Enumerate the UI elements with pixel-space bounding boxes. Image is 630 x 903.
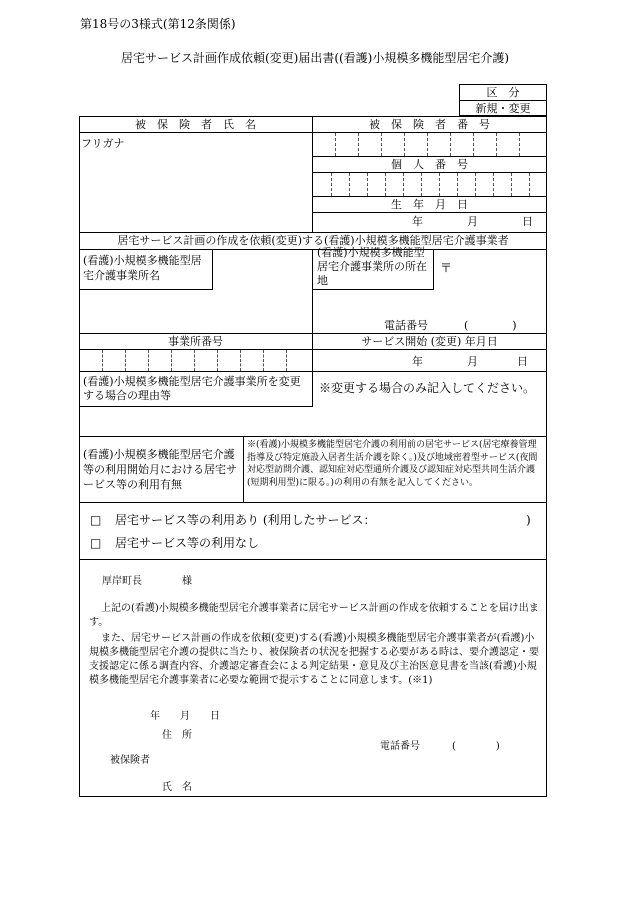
declaration-phone-field[interactable]: ( ) bbox=[452, 741, 500, 752]
birth-date-label: 生 年 月 日 bbox=[391, 198, 468, 211]
prior-use-note: ※(看護)小規模多機能型居宅介護の利用前の居宅サービス(居宅療養管理指導及び特定施設入居者生活介護を除く。)及び地域密着型サービス(夜間対応型訪問介護、認知症対応型通所介護及び認知症対応型共同生活介護(短期利用型)に限る。)の利用の有無を記入してください。 bbox=[247, 440, 538, 488]
signature-name-label: 氏 名 bbox=[162, 782, 192, 793]
declaration-para2: また、居宅サービス計画の作成を依頼(変更)する(看護)小規模多機能型居宅介護事業者が(看護)小規模多機能型居宅介護の提供に当たり、被保険者の状況を把握する必要がある時は、要介護認定・要支援認定に係る調査内容、介護認定審査会による判定結果・意見及び主治医意見書を当該(看護)小規模多機能型居宅介護事業者に必要な範囲で提示することに同意します。(※1) bbox=[89, 633, 539, 686]
insured-number-label: 被 保 険 者 番 号 bbox=[369, 118, 490, 131]
provider-section-header: 居宅サービス計画の作成を依頼(変更)する(看護)小規模多機能型居宅介護事業者 bbox=[117, 234, 509, 247]
personal-number-label: 個 人 番 号 bbox=[391, 158, 468, 171]
change-reason-label: (看護)小規模多機能型居宅介護事業所を変更する場合の理由等 bbox=[83, 375, 301, 402]
declaration-phone-label: 電話番号 bbox=[380, 741, 420, 752]
option-yes-label: 居宅サービス等の利用あり (利用したサービス： bbox=[115, 513, 376, 527]
start-year-unit: 年 bbox=[412, 355, 423, 368]
kubun-label: 区 分 bbox=[486, 86, 520, 99]
postal-mark: 〒 bbox=[440, 261, 453, 275]
declaration-para1: 上記の(看護)小規模多機能型居宅介護事業者に居宅サービス計画の作成を依頼することを届け出ます。 bbox=[89, 603, 539, 628]
option-no-checkbox[interactable]: □ bbox=[90, 536, 102, 550]
declaration-date-field[interactable] bbox=[120, 709, 220, 725]
declaration-day-unit: 日 bbox=[210, 711, 220, 722]
start-month-unit: 月 bbox=[467, 355, 478, 368]
provider-phone-field[interactable]: ( ) bbox=[464, 319, 517, 332]
addressee: 厚岸町長 様 bbox=[102, 576, 192, 587]
furigana-label: フリガナ bbox=[81, 137, 125, 150]
used-services-field[interactable] bbox=[360, 512, 520, 528]
birth-date-field[interactable] bbox=[313, 213, 546, 231]
insured-number-field[interactable] bbox=[313, 133, 546, 156]
personal-number-field[interactable] bbox=[313, 173, 546, 196]
start-day-unit: 日 bbox=[517, 355, 528, 368]
declaration-month-unit: 月 bbox=[180, 711, 190, 722]
option-yes-close: ) bbox=[526, 513, 531, 527]
provider-phone-label: 電話番号 bbox=[384, 319, 428, 332]
declaration-year-unit: 年 bbox=[150, 711, 160, 722]
service-start-date-field[interactable] bbox=[313, 350, 546, 371]
office-number-label: 事業所番号 bbox=[168, 335, 223, 348]
birth-year-unit: 年 bbox=[412, 215, 423, 228]
form-title: 居宅サービス計画作成依頼(変更)届出書((看護)小規模多機能型居宅介護) bbox=[120, 51, 510, 65]
change-reason-field[interactable] bbox=[80, 408, 546, 435]
insured-name-label: 被 保 険 者 氏 名 bbox=[135, 118, 256, 131]
insured-person-label: 被保険者 bbox=[110, 755, 150, 766]
address-label: 住 所 bbox=[162, 730, 192, 741]
signature-name-field[interactable] bbox=[200, 780, 530, 795]
provider-name-field[interactable] bbox=[214, 250, 311, 332]
insured-name-field[interactable] bbox=[80, 150, 311, 231]
office-number-field[interactable] bbox=[80, 350, 311, 371]
birth-day-unit: 日 bbox=[522, 215, 533, 228]
form-number: 第18号の3様式(第12条関係) bbox=[80, 17, 236, 31]
provider-name-label: (看護)小規模多機能型居宅介護事業所名 bbox=[83, 254, 202, 282]
change-reason-note: ※変更する場合のみ記入してください。 bbox=[319, 381, 536, 395]
option-no-label: 居宅サービス等の利用なし bbox=[115, 536, 260, 550]
kubun-value[interactable]: 新規・変更 bbox=[475, 102, 531, 115]
provider-address-label: (看護)小規模多機能型居宅介護事業所の所在地 bbox=[317, 246, 427, 287]
option-yes-checkbox[interactable]: □ bbox=[90, 513, 102, 527]
provider-address-field[interactable] bbox=[452, 252, 544, 312]
service-start-label: サービス開始 (変更) 年月日 bbox=[361, 335, 498, 348]
birth-month-unit: 月 bbox=[467, 215, 478, 228]
prior-use-label: (看護)小規模多機能型居宅介護等の利用開始月における居宅サービス等の利用有無 bbox=[83, 448, 237, 491]
